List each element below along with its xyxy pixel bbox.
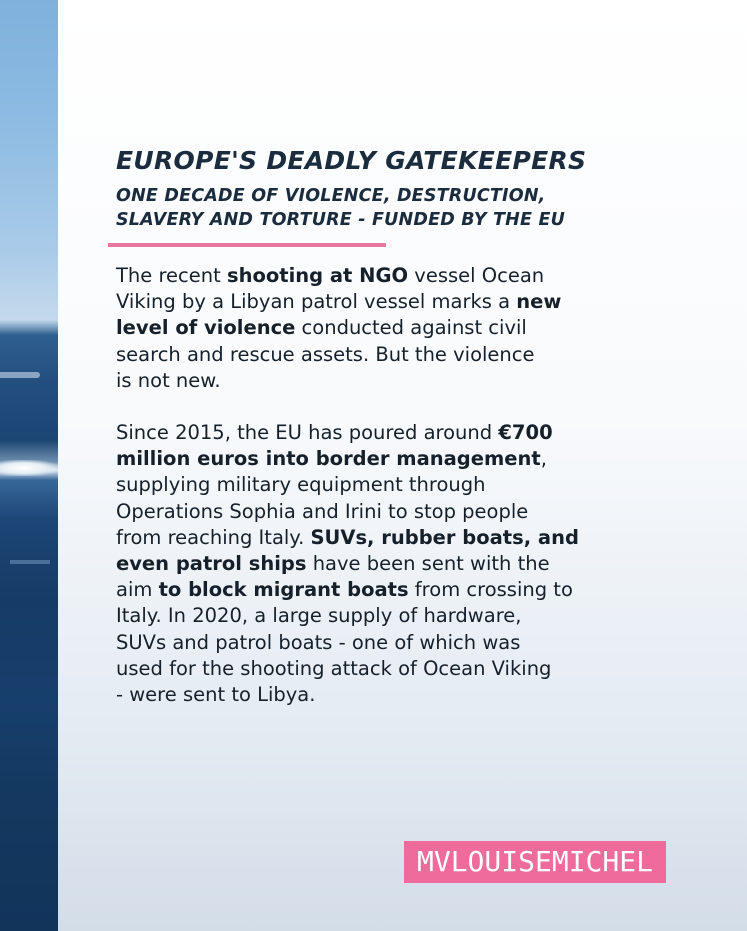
text-line: Italy. In 2020, a large supply of hardware, <box>116 604 522 628</box>
article-body <box>116 263 646 734</box>
wave-foam <box>0 460 58 476</box>
brand-logo: MVLOUISEMICHEL <box>404 841 666 883</box>
sea-photo-strip <box>0 0 58 931</box>
text-run: The recent <box>116 264 227 287</box>
text-run: Viking by a Libyan patrol vessel marks a <box>116 290 517 314</box>
text-run: Since 2015, the EU has poured around <box>116 421 499 445</box>
content-card <box>58 0 747 931</box>
page-subtitle <box>116 184 676 232</box>
text-run-bold: shooting at NGO <box>226 264 409 287</box>
text-line <box>116 577 646 603</box>
page-title: EUROPE'S DEADLY GATEKEEPERS <box>116 146 587 175</box>
text-line: - were sent to Libya. <box>116 683 316 707</box>
text-run-bold: million euros into border management <box>116 447 541 471</box>
text-run: vessel Ocean <box>408 264 545 287</box>
paragraph-funding <box>116 420 646 708</box>
text-line: is not new. <box>116 368 221 392</box>
accent-divider <box>108 243 386 247</box>
text-run-bold: even patrol ships <box>116 552 307 576</box>
text-line <box>116 525 646 551</box>
text-line: SUVs and patrol boats - one of which was <box>116 630 521 654</box>
text-line: search and rescue assets. But the violence <box>116 342 535 366</box>
text-line: Operations Sophia and Irini to stop people <box>116 499 529 523</box>
text-line <box>116 446 646 472</box>
text-line <box>116 289 646 315</box>
text-line <box>116 420 646 446</box>
text-run: aim <box>116 578 159 602</box>
text-run: conducted against civil <box>295 316 527 340</box>
subtitle-line: SLAVERY AND TORTURE - FUNDED BY THE EU <box>116 210 566 230</box>
text-run: , <box>540 447 547 471</box>
wave-ripple <box>10 560 50 564</box>
text-line <box>116 263 646 289</box>
text-line: used for the shooting attack of Ocean Viking <box>116 656 552 680</box>
wave-highlight <box>0 372 40 378</box>
text-line: supplying military equipment through <box>116 473 486 497</box>
text-run: from crossing to <box>408 578 573 602</box>
paragraph-intro <box>116 263 646 394</box>
text-line <box>116 551 646 577</box>
text-line <box>116 315 646 341</box>
text-run-bold: €700 <box>498 421 553 445</box>
subtitle-line: ONE DECADE OF VIOLENCE, DESTRUCTION, <box>116 186 546 206</box>
text-run: from reaching Italy. <box>116 525 311 549</box>
text-run: have been sent with the <box>306 552 550 576</box>
text-run-bold: SUVs, rubber boats, and <box>310 525 579 549</box>
text-run-bold: new <box>516 290 562 314</box>
text-run-bold: to block migrant boats <box>158 578 409 602</box>
text-run-bold: level of violence <box>116 316 296 340</box>
